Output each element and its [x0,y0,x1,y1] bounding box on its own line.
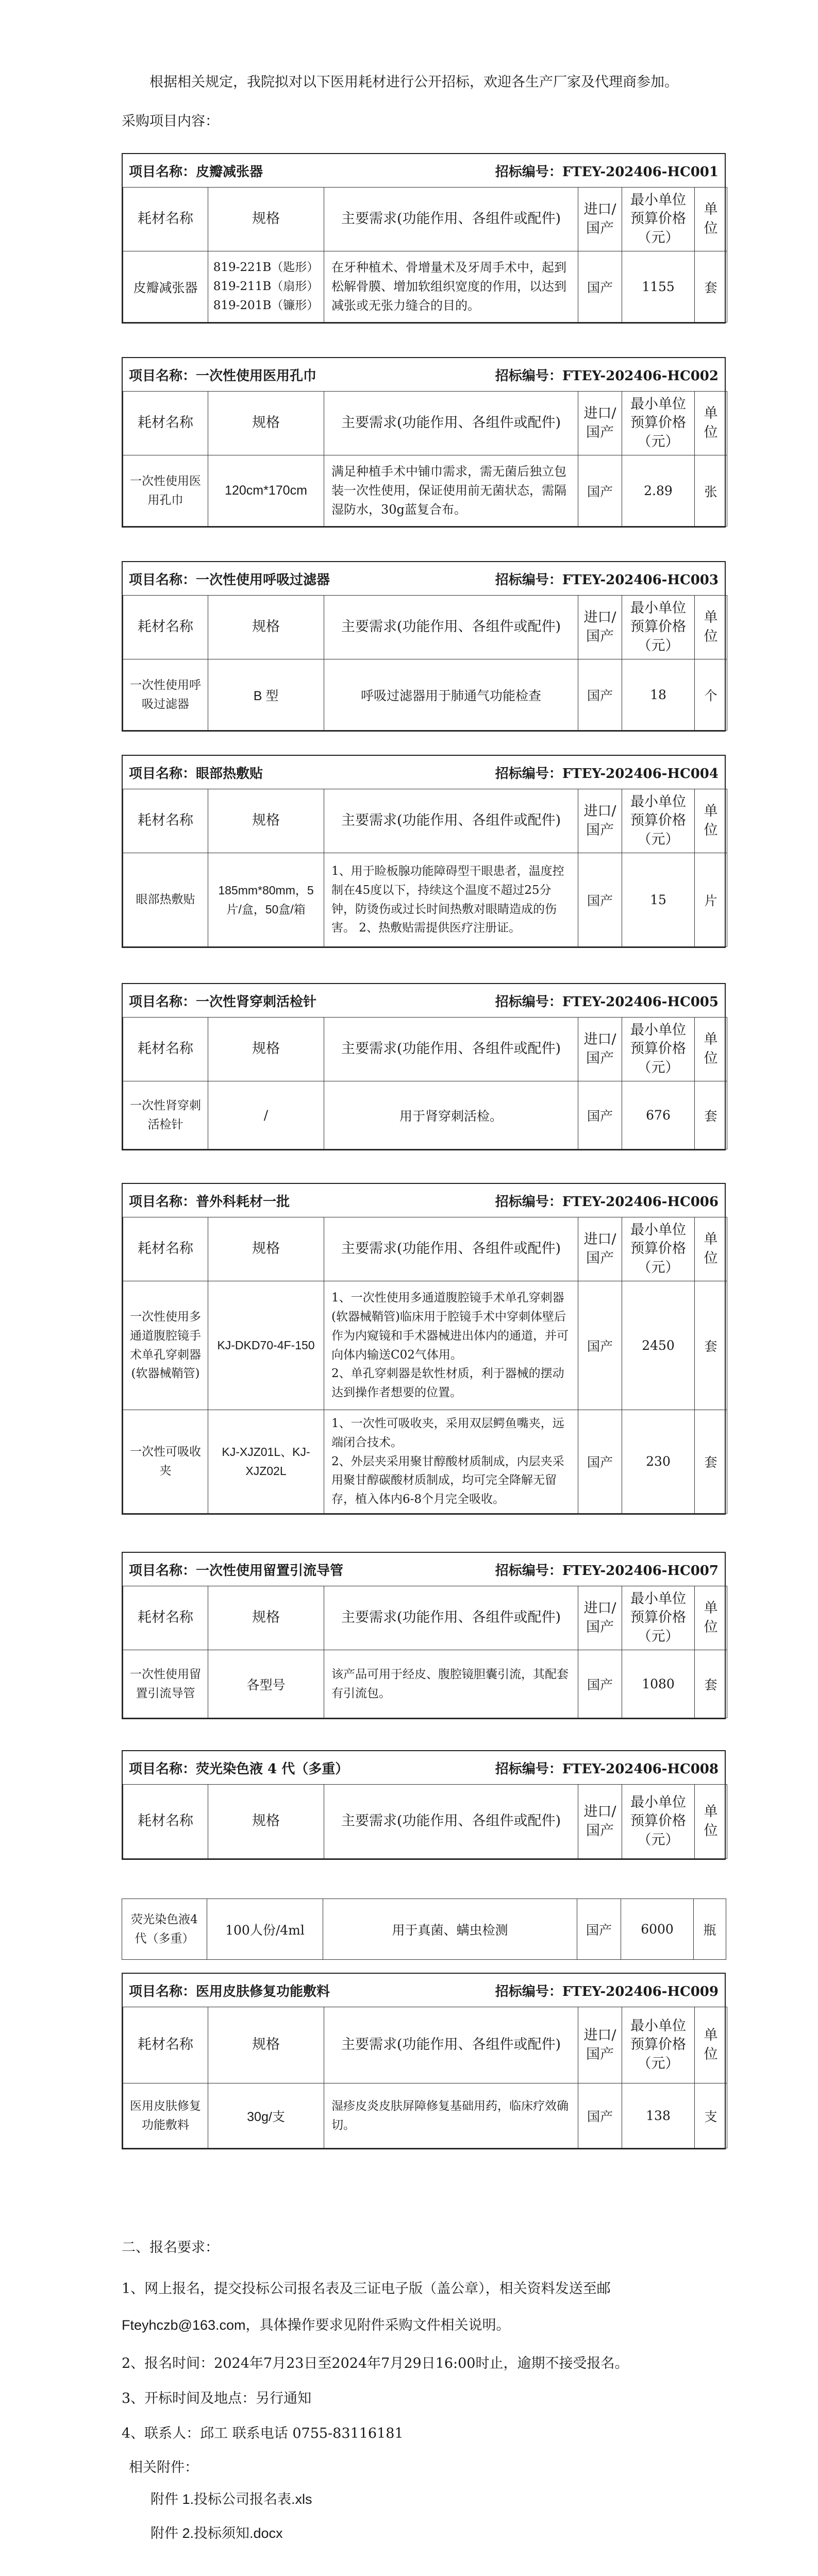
header-spec: 规格 [208,789,324,853]
table-row [123,2083,727,2148]
intro-text: 根据相关规定，我院拟对以下医用耗材进行公开招标，欢迎各生产厂家及代理商参加。 [149,74,678,90]
requirement-item-2: 2、报名时间：2024年7月23日至2024年7月29日16:00时止，逾期不接受报名。 [122,2355,629,2371]
intro-subheading: 采购项目内容： [122,113,219,129]
project-table [123,1586,727,1718]
cell-name: 一次性使用多通道腹腔镜手术单孔穿刺器(软器械鞘管) [123,1281,208,1410]
cell-spec: KJ-XJZ01L、KJ-XJZ02L [208,1410,324,1514]
table-row [123,455,727,527]
project-title: 项目名称：一次性肾穿刺活检针 [129,994,317,1010]
header-requirement: 主要需求(功能作用、各组件或配件) [324,596,578,659]
header-unit: 单位 [695,1785,727,1859]
header-requirement: 主要需求(功能作用、各组件或配件) [324,1018,578,1081]
header-requirement: 主要需求(功能作用、各组件或配件) [324,188,578,251]
cell-price: 230 [622,1410,695,1514]
project-table [122,1899,726,1960]
project-block-hc008 [122,1750,726,1860]
cell-unit: 套 [695,1281,727,1410]
header-price: 最小单位预算价格（元） [622,789,695,853]
cell-name: 一次性肾穿刺活检针 [123,1081,208,1149]
header-origin: 进口/国产 [578,1586,622,1650]
table-row [123,659,727,731]
header-requirement: 主要需求(功能作用、各组件或配件) [324,789,578,853]
table-header-row [123,2007,727,2083]
cell-origin: 国产 [578,1281,622,1410]
project-block-hc006 [122,1183,726,1515]
header-name: 耗材名称 [123,2007,208,2083]
cell-requirement: 湿疹皮炎皮肤屏障修复基础用药，临床疗效确切。 [324,2083,578,2148]
header-origin: 进口/国产 [578,392,622,455]
header-name: 耗材名称 [123,1018,208,1081]
cell-price: 1080 [622,1650,695,1718]
table-row [123,1081,727,1149]
project-table [123,1017,727,1149]
table-row [123,1650,727,1718]
project-title: 项目名称：荧光染色液 4 代（多重） [129,1761,349,1777]
cell-spec: 30g/支 [208,2083,324,2148]
attachment-link-1[interactable]: 附件 1.投标公司报名表.xls [151,2492,312,2507]
cell-price: 2450 [622,1281,695,1410]
cell-unit: 套 [695,1650,727,1718]
cell-requirement: 1、一次性使用多通道腹腔镜手术单孔穿刺器(软器械鞘管)临床用于腔镜手术中穿刺体壁后作为内窥镜和手术器械进出体内的通道，并可向体内输送C02气体用。 2、单孔穿刺器是软性材质，利于器械的摆动达到操作者想要的位置。 [324,1281,578,1410]
header-unit: 单位 [695,392,727,455]
header-name: 耗材名称 [123,596,208,659]
table-row [123,251,727,323]
table-row [123,853,727,947]
cell-name: 一次性使用呼吸过滤器 [123,659,208,731]
cell-unit: 套 [695,1081,727,1149]
header-name: 耗材名称 [123,188,208,251]
cell-price: 2.89 [622,455,695,527]
project-table [123,789,727,947]
header-origin: 进口/国产 [578,1217,622,1281]
requirements-heading: 二、报名要求： [122,2240,219,2256]
project-title: 项目名称：一次性使用留置引流导管 [129,1563,344,1579]
table-header-row [123,1217,727,1281]
header-origin: 进口/国产 [578,596,622,659]
project-code: 招标编号：FTEY-202406-HC003 [495,572,719,588]
cell-unit: 套 [695,251,727,323]
project-block-hc009 [122,1973,726,2149]
project-code: 招标编号：FTEY-202406-HC006 [495,1194,719,1210]
cell-requirement: 呼吸过滤器用于肺通气功能检查 [324,659,578,731]
project-block-hc001 [122,153,726,324]
cell-name: 荧光染色液4代（多重） [122,1899,207,1960]
project-code: 招标编号：FTEY-202406-HC002 [495,368,719,384]
header-spec: 规格 [208,2007,324,2083]
header-spec: 规格 [208,1217,324,1281]
cell-spec: B 型 [208,659,324,731]
header-name: 耗材名称 [123,1217,208,1281]
project-code: 招标编号：FTEY-202406-HC007 [495,1563,719,1579]
project-title: 项目名称：一次性使用医用孔巾 [129,368,317,384]
cell-origin: 国产 [578,1410,622,1514]
header-origin: 进口/国产 [578,789,622,853]
header-price: 最小单位预算价格（元） [622,392,695,455]
cell-requirement: 用于真菌、螨虫检测 [323,1899,577,1960]
cell-origin: 国产 [577,1899,621,1960]
cell-unit: 支 [695,2083,727,2148]
header-spec: 规格 [208,1018,324,1081]
project-code: 招标编号：FTEY-202406-HC005 [495,994,719,1010]
project-title: 项目名称：医用皮肤修复功能敷料 [129,1984,330,1999]
table-row [123,1410,727,1514]
header-price: 最小单位预算价格（元） [622,1785,695,1859]
header-requirement: 主要需求(功能作用、各组件或配件) [324,1785,578,1859]
header-unit: 单位 [695,1586,727,1650]
cell-requirement: 满足种植手术中铺巾需求，需无菌后独立包装一次性使用，保证使用前无菌状态，需隔湿防水，30g蓝复合布。 [324,455,578,527]
project-title: 项目名称：眼部热敷贴 [129,766,263,782]
header-price: 最小单位预算价格（元） [622,1586,695,1650]
cell-name: 医用皮肤修复功能敷料 [123,2083,208,2148]
header-price: 最小单位预算价格（元） [622,2007,695,2083]
header-name: 耗材名称 [123,1586,208,1650]
header-unit: 单位 [695,789,727,853]
cell-price: 676 [622,1081,695,1149]
requirement-item-1: 1、网上报名，提交投标公司报名表及三证电子版（盖公章），相关资料发送至邮 [122,2281,611,2297]
table-header-row [123,1785,727,1859]
header-requirement: 主要需求(功能作用、各组件或配件) [324,1217,578,1281]
cell-spec: 各型号 [208,1650,324,1718]
project-title: 项目名称：普外科耗材一批 [129,1194,290,1210]
cell-price: 18 [622,659,695,731]
header-requirement: 主要需求(功能作用、各组件或配件) [324,2007,578,2083]
cell-spec: 100人份/4ml [207,1899,323,1960]
header-name: 耗材名称 [123,392,208,455]
header-spec: 规格 [208,392,324,455]
header-requirement: 主要需求(功能作用、各组件或配件) [324,392,578,455]
project-table [123,391,727,527]
cell-price: 1155 [622,251,695,323]
project-title: 项目名称：一次性使用呼吸过滤器 [129,572,330,588]
table-header-row [123,392,727,455]
cell-requirement: 该产品可用于经皮、腹腔镜胆囊引流，其配套有引流包。 [324,1650,578,1718]
header-unit: 单位 [695,596,727,659]
header-origin: 进口/国产 [578,1785,622,1859]
cell-name: 皮瓣减张器 [123,251,208,323]
table-header-row [123,188,727,251]
cell-spec: 819-221B（匙形） 819-211B（扇形） 819-201B（镰形） [208,251,324,323]
cell-name: 一次性使用医用孔巾 [123,455,208,527]
header-origin: 进口/国产 [578,1018,622,1081]
cell-origin: 国产 [578,2083,622,2148]
cell-spec: KJ-DKD70-4F-150 [208,1281,324,1410]
header-price: 最小单位预算价格（元） [622,596,695,659]
header-unit: 单位 [695,1217,727,1281]
header-name: 耗材名称 [123,1785,208,1859]
cell-origin: 国产 [578,455,622,527]
project-table [123,2007,727,2148]
table-header-row [123,596,727,659]
project-block-hc005 [122,983,726,1150]
cell-requirement: 1、用于睑板腺功能障碍型干眼患者，温度控制在45度以下，持续这个温度不超过25分钟，防烫伤或过长时间热敷对眼睛造成的伤害。 2、热敷贴需提供医疗注册证。 [324,853,578,947]
table-header-row [123,789,727,853]
cell-unit: 套 [695,1410,727,1514]
project-block-hc003 [122,561,726,732]
attachment-link-2[interactable]: 附件 2.投标须知.docx [151,2526,283,2541]
cell-unit: 张 [695,455,727,527]
cell-name: 一次性使用留置引流导管 [123,1650,208,1718]
cell-origin: 国产 [578,251,622,323]
project-block-hc002 [122,357,726,528]
header-name: 耗材名称 [123,789,208,853]
cell-name: 眼部热敷贴 [123,853,208,947]
header-requirement: 主要需求(功能作用、各组件或配件) [324,1586,578,1650]
header-price: 最小单位预算价格（元） [622,1018,695,1081]
header-unit: 单位 [695,1018,727,1081]
cell-price: 15 [622,853,695,947]
cell-price: 138 [622,2083,695,2148]
header-spec: 规格 [208,1785,324,1859]
project-table [123,1217,727,1514]
project-table [123,595,727,731]
header-price: 最小单位预算价格（元） [622,188,695,251]
table-row [122,1899,726,1960]
cell-unit: 瓶 [694,1899,726,1960]
requirement-item-4: 4、联系人：邱工 联系电话 0755-83116181 [122,2426,404,2442]
project-title: 项目名称：皮瓣减张器 [129,164,263,180]
header-unit: 单位 [695,188,727,251]
header-unit: 单位 [695,2007,727,2083]
project-code: 招标编号：FTEY-202406-HC008 [495,1761,719,1777]
cell-unit: 片 [695,853,727,947]
table-header-row [123,1018,727,1081]
header-spec: 规格 [208,1586,324,1650]
cell-origin: 国产 [578,1081,622,1149]
table-row [123,1281,727,1410]
cell-unit: 个 [695,659,727,731]
header-origin: 进口/国产 [578,188,622,251]
cell-requirement: 用于肾穿刺活检。 [324,1081,578,1149]
cell-requirement: 1、一次性可吸收夹，采用双层鳄鱼嘴夹，远端闭合技术。 2、外层夹采用聚甘醇酸材质制成，内层夹采用聚甘醇碳酸材质制成，均可完全降解无留存，植入体内6-8个月完全吸收。 [324,1410,578,1514]
project-block-hc007 [122,1552,726,1719]
header-price: 最小单位预算价格（元） [622,1217,695,1281]
cell-spec: 185mm*80mm，5片/盒，50盒/箱 [208,853,324,947]
cell-origin: 国产 [578,853,622,947]
attachments-heading: 相关附件： [129,2460,198,2476]
table-header-row [123,1586,727,1650]
project-table [123,187,727,323]
project-code: 招标编号：FTEY-202406-HC004 [495,766,719,782]
cell-spec: / [208,1081,324,1149]
cell-origin: 国产 [578,659,622,731]
cell-spec: 120cm*170cm [208,455,324,527]
header-spec: 规格 [208,596,324,659]
requirement-item-3: 3、开标时间及地点：另行通知 [122,2391,312,2406]
requirement-item-1-email[interactable]: Fteyhczb@163.com，具体操作要求见附件采购文件相关说明。 [122,2317,510,2333]
project-code: 招标编号：FTEY-202406-HC009 [495,1984,719,1999]
header-spec: 规格 [208,188,324,251]
project-block-hc008-row [122,1899,726,1960]
cell-origin: 国产 [578,1650,622,1718]
project-code: 招标编号：FTEY-202406-HC001 [495,164,719,180]
cell-requirement: 在牙种植术、骨增量术及牙周手术中，起到松解骨膜、增加软组织宽度的作用，以达到减张或无张力缝合的目的。 [324,251,578,323]
project-table [123,1784,727,1859]
cell-price: 6000 [621,1899,694,1960]
cell-name: 一次性可吸收夹 [123,1410,208,1514]
header-origin: 进口/国产 [578,2007,622,2083]
project-block-hc004 [122,755,726,948]
